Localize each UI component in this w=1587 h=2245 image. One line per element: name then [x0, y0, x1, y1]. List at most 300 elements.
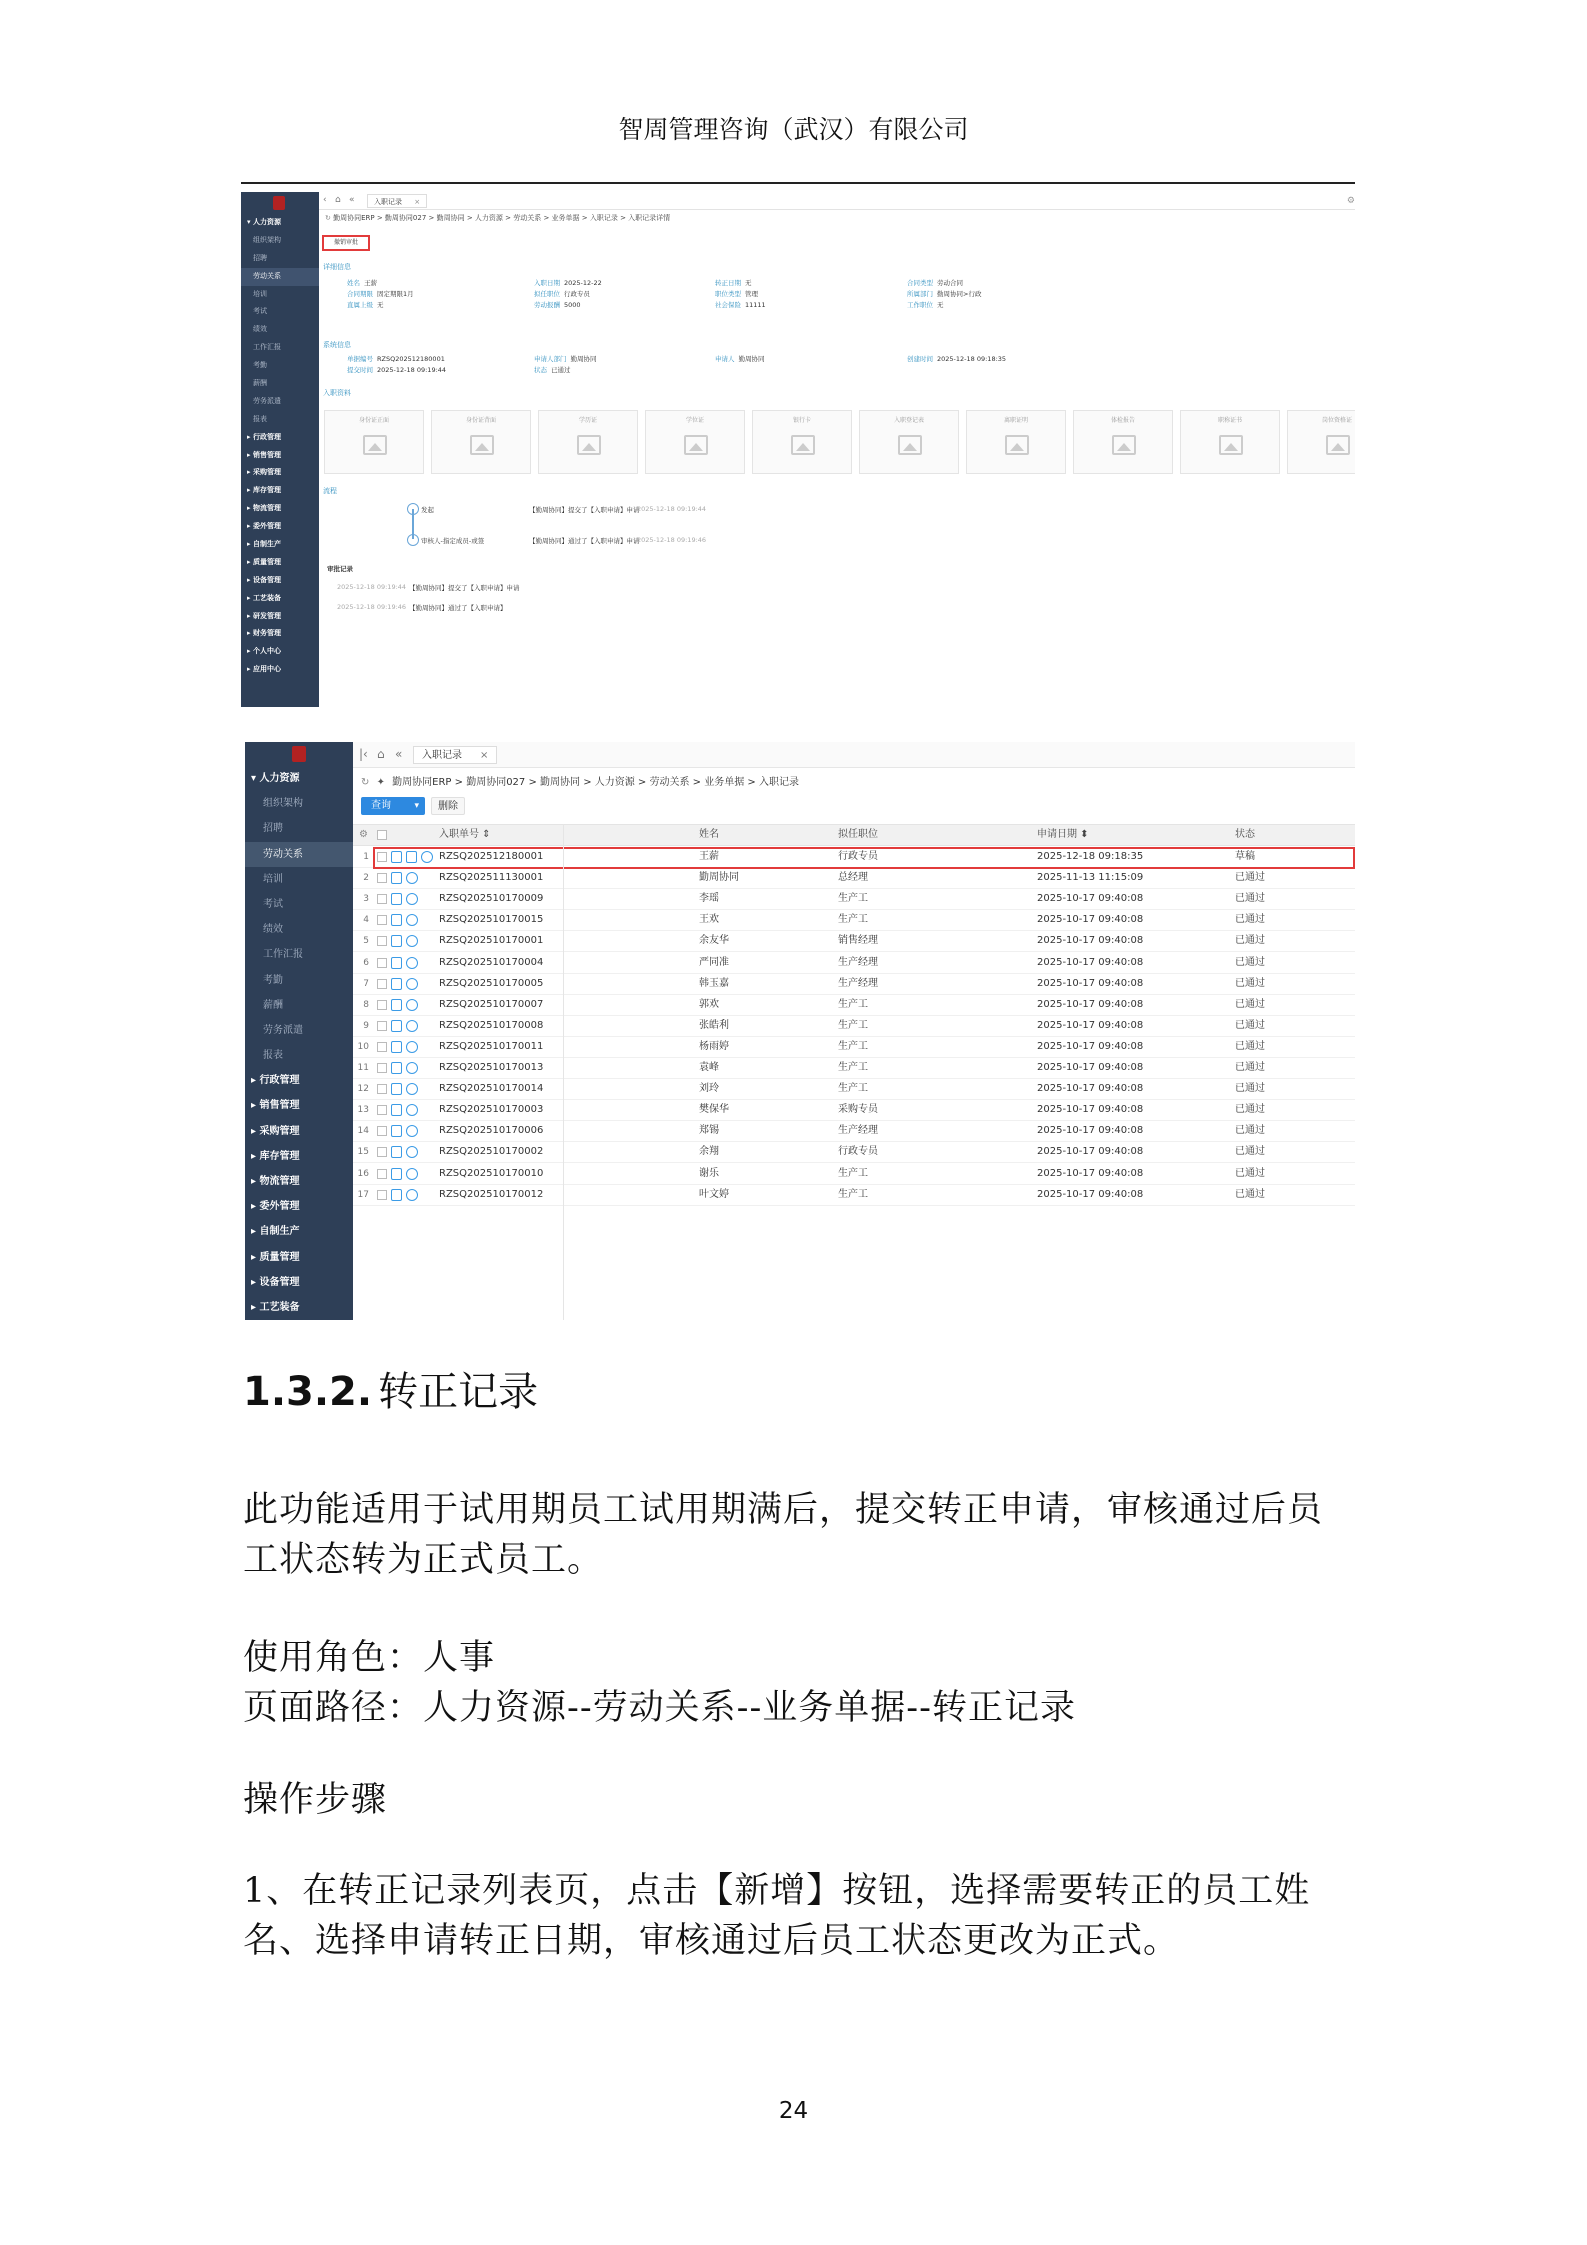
- sidebar-item[interactable]: 考勤: [263, 974, 283, 986]
- table-row[interactable]: [353, 974, 1355, 995]
- attachment-label: 职称证书: [1217, 417, 1242, 424]
- field-value: 勤周协同: [570, 355, 597, 363]
- row-index: 15: [357, 1147, 369, 1158]
- cell-position: 总经理: [838, 872, 868, 884]
- view-icon[interactable]: [391, 1062, 402, 1074]
- row-checkbox[interactable]: [377, 1063, 387, 1073]
- tab-label: 入职记录: [422, 750, 462, 761]
- cell-no: RZSQ202510170004: [439, 956, 544, 968]
- field-value: 固定期限1月: [377, 290, 414, 298]
- home-icon[interactable]: ⌂: [377, 747, 385, 761]
- cell-name: 余翔: [699, 1146, 719, 1158]
- field-key: 提交时间: [347, 366, 373, 374]
- field-value: 2025-12-18 09:19:44: [377, 366, 447, 374]
- print-icon[interactable]: [406, 999, 418, 1011]
- cell-no: RZSQ202510170006: [439, 1125, 544, 1137]
- cell-status: 已通过: [1235, 998, 1265, 1010]
- attachment-label: 体检报告: [1110, 417, 1135, 424]
- sidebar-item[interactable]: 绩效: [263, 924, 283, 936]
- attachment-slot[interactable]: [1180, 410, 1280, 474]
- row-checkbox[interactable]: [377, 1042, 387, 1052]
- path-line: 页面路径：人力资源--劳动关系--业务单据--转正记录: [243, 1688, 1076, 1728]
- field-value: 无: [377, 301, 384, 309]
- cell-position: 生产工: [838, 1062, 868, 1073]
- row-index: 8: [363, 999, 369, 1010]
- field-value: 5000: [564, 301, 581, 309]
- row-checkbox[interactable]: [377, 1000, 387, 1010]
- cell-position: 生产工: [838, 998, 868, 1010]
- cell-date: 2025-10-17 09:40:08: [1037, 998, 1144, 1010]
- home-icon[interactable]: ⌂: [335, 195, 341, 205]
- cell-status: 已通过: [1235, 893, 1265, 905]
- double-chevron-left-icon[interactable]: «: [349, 195, 355, 205]
- cell-no: RZSQ202511130001: [439, 872, 544, 884]
- cell-name: 郑锡: [699, 1125, 719, 1137]
- cell-no: RZSQ202510170012: [439, 1188, 544, 1200]
- attachment-slot[interactable]: [1073, 410, 1173, 474]
- print-icon[interactable]: [406, 1189, 418, 1201]
- detail-field: [534, 278, 602, 287]
- field-key: 状态: [534, 366, 547, 374]
- sidebar-item[interactable]: ▾ 人力资源: [251, 773, 300, 784]
- column-header-date[interactable]: 申请日期 ⬍: [1037, 829, 1089, 840]
- sidebar-item[interactable]: 工作汇报: [263, 949, 303, 961]
- view-icon[interactable]: [391, 957, 402, 969]
- app-logo: [292, 746, 306, 762]
- sidebar-item[interactable]: 组织架构: [253, 235, 281, 244]
- field-value: 无: [745, 279, 752, 287]
- sidebar-item[interactable]: ▸ 自制生产: [251, 1226, 300, 1238]
- cell-date: 2025-10-17 09:40:08: [1037, 1083, 1144, 1095]
- cell-name: 勤周协同: [699, 872, 739, 884]
- print-icon[interactable]: [406, 1083, 418, 1095]
- cell-position: 行政专员: [838, 851, 878, 862]
- detail-field: [907, 300, 944, 309]
- row-index: 14: [357, 1126, 369, 1137]
- sidebar-item[interactable]: ▸ 行政管理: [247, 432, 281, 441]
- attachment-slot[interactable]: [859, 410, 959, 474]
- cell-no: RZSQ202510170011: [439, 1040, 544, 1052]
- page-number: 24: [778, 2098, 809, 2124]
- sidebar-item[interactable]: ▸ 应用中心: [247, 665, 281, 674]
- table-row[interactable]: [353, 1142, 1355, 1163]
- sidebar-item[interactable]: ▸ 财务管理: [247, 629, 281, 638]
- sidebar-item[interactable]: ▸ 自制生产: [247, 540, 281, 549]
- sidebar-nav: [241, 214, 319, 679]
- cell-date: 2025-12-18 09:18:35: [1037, 851, 1144, 862]
- view-icon[interactable]: [391, 1189, 402, 1201]
- cell-name: 王欢: [699, 914, 719, 926]
- image-placeholder-icon: [1112, 435, 1136, 455]
- field-value: 2025-12-22: [564, 279, 602, 287]
- print-icon[interactable]: [406, 1062, 418, 1074]
- view-icon[interactable]: [391, 999, 402, 1011]
- table-row[interactable]: [353, 931, 1355, 952]
- attachment-slot[interactable]: [431, 410, 531, 474]
- attachment-label: 离职证明: [1003, 417, 1028, 424]
- select-all-checkbox[interactable]: [377, 830, 387, 840]
- attachment-slot[interactable]: [645, 410, 745, 474]
- table-row[interactable]: [353, 1121, 1355, 1142]
- field-key: 工作职位: [907, 301, 933, 309]
- cell-position: 生产工: [838, 914, 868, 926]
- cell-name: 严同准: [699, 956, 729, 968]
- tab-bar: [353, 742, 1355, 768]
- column-header-name[interactable]: 姓名: [699, 829, 719, 840]
- cell-status: 已通过: [1235, 1104, 1265, 1116]
- detail-field: [907, 289, 981, 298]
- row-index: 2: [363, 873, 369, 884]
- detail-field: [347, 289, 414, 298]
- column-header-no[interactable]: 入职单号 ⇕: [439, 829, 491, 840]
- view-icon[interactable]: [391, 1125, 402, 1137]
- table-row[interactable]: [353, 889, 1355, 910]
- sidebar-item[interactable]: 薪酬: [253, 379, 267, 388]
- sidebar-item[interactable]: ▸ 行政管理: [251, 1075, 300, 1087]
- system-field: [715, 354, 765, 363]
- sidebar-item[interactable]: 报表: [253, 414, 267, 423]
- cell-status: 已通过: [1235, 1083, 1265, 1095]
- print-icon[interactable]: [406, 914, 418, 926]
- sidebar-item[interactable]: 考试: [263, 898, 283, 910]
- gear-icon[interactable]: ⚙: [359, 829, 368, 840]
- sidebar-item[interactable]: 组织架构: [263, 798, 303, 810]
- section-title-attachments: 入职资料: [323, 389, 351, 397]
- table-row[interactable]: [353, 1100, 1355, 1121]
- flow-node-label: 审核人-指定成员-或签: [421, 537, 485, 545]
- cell-status: 已通过: [1235, 1146, 1265, 1158]
- sidebar-item[interactable]: ▸ 委外管理: [247, 522, 281, 531]
- field-value: 已通过: [551, 366, 571, 374]
- settings-icon[interactable]: ⚙: [1346, 196, 1355, 206]
- field-value: 勤周协同>行政: [937, 290, 982, 298]
- field-value: 管理: [745, 290, 758, 298]
- sidebar-item[interactable]: ▾ 人力资源: [247, 218, 281, 226]
- sidebar-item[interactable]: 报表: [263, 1050, 283, 1062]
- section-heading: [243, 1360, 538, 1417]
- attachment-label: 学历证: [578, 417, 597, 424]
- cell-name: 韩玉嘉: [699, 977, 729, 989]
- cell-date: 2025-10-17 09:40:08: [1037, 1188, 1144, 1200]
- sidebar-item[interactable]: ▸ 库存管理: [247, 486, 281, 495]
- page-header: 智周管理咨询（武汉）有限公司: [618, 115, 969, 144]
- row-checkbox[interactable]: [377, 1190, 387, 1200]
- attachment-slot[interactable]: [1287, 410, 1355, 474]
- sidebar-item[interactable]: 劳务派遣: [253, 396, 281, 405]
- sidebar-item[interactable]: ▸ 设备管理: [247, 575, 281, 584]
- breadcrumb: [361, 773, 799, 788]
- detail-field: [715, 289, 758, 298]
- cell-no: RZSQ202510170010: [439, 1167, 544, 1179]
- image-placeholder-icon: [1326, 435, 1350, 455]
- sidebar-item[interactable]: ▸ 库存管理: [251, 1150, 300, 1162]
- attachment-label: 学位证: [685, 417, 704, 424]
- sidebar-item[interactable]: 劳动关系: [241, 268, 319, 286]
- cell-name: 张皓利: [699, 1019, 729, 1031]
- cell-date: 2025-10-17 09:40:08: [1037, 1125, 1144, 1137]
- cell-name: 袁峰: [699, 1062, 719, 1073]
- cell-status: 已通过: [1235, 956, 1265, 968]
- main-panel: [353, 742, 1355, 1320]
- sidebar-item[interactable]: 劳动关系: [245, 842, 353, 867]
- cell-status: 已通过: [1235, 914, 1265, 926]
- cell-position: 销售经理: [838, 935, 878, 947]
- cell-status: 已通过: [1235, 1167, 1265, 1179]
- cell-position: 生产工: [838, 893, 868, 905]
- cell-date: 2025-10-17 09:40:08: [1037, 893, 1144, 905]
- sidebar-item[interactable]: 劳务派遣: [263, 1024, 303, 1036]
- cell-status: 已通过: [1235, 872, 1265, 884]
- table-row[interactable]: [353, 1037, 1355, 1058]
- cell-position: 生产工: [838, 1083, 868, 1095]
- flow-node-icon: [407, 534, 419, 546]
- field-key: 所属部门: [907, 290, 933, 298]
- row-checkbox[interactable]: [377, 1021, 387, 1031]
- sidebar-item[interactable]: ▸ 委外管理: [251, 1201, 300, 1213]
- cell-no: RZSQ202510170013: [439, 1062, 544, 1073]
- cell-name: 谢乐: [699, 1167, 719, 1179]
- cell-no: RZSQ202510170014: [439, 1083, 544, 1095]
- cell-date: 2025-10-17 09:40:08: [1037, 1104, 1144, 1116]
- field-key: 申请人: [715, 355, 735, 363]
- cell-no: RZSQ202510170008: [439, 1019, 544, 1031]
- double-chevron-left-icon[interactable]: «: [395, 747, 403, 761]
- cell-no: RZSQ202510170002: [439, 1146, 544, 1158]
- table-row[interactable]: [353, 868, 1355, 889]
- audit-text: 【勤周协同】通过了【入职申请】: [409, 604, 507, 612]
- sidebar-item[interactable]: ▸ 物流管理: [251, 1176, 300, 1187]
- close-icon[interactable]: ×: [414, 198, 421, 206]
- field-value: 11111: [745, 301, 766, 309]
- field-value: 勤周协同: [738, 355, 765, 363]
- delete-button[interactable]: 删除: [431, 797, 465, 815]
- close-icon[interactable]: ×: [480, 750, 489, 761]
- cell-name: 刘玲: [699, 1083, 719, 1095]
- row-index: 5: [363, 936, 369, 947]
- highlight-box: [373, 847, 1355, 869]
- sidebar-item[interactable]: ▸ 工艺装备: [247, 593, 281, 602]
- attachment-slot[interactable]: [966, 410, 1066, 474]
- cell-position: 采购专员: [838, 1104, 878, 1116]
- cell-no: RZSQ202510170005: [439, 977, 544, 989]
- cell-name: 郭欢: [699, 998, 719, 1010]
- sidebar-item[interactable]: 考试: [253, 307, 267, 316]
- row-index: 10: [357, 1041, 369, 1052]
- print-icon[interactable]: [406, 1020, 418, 1032]
- pin-icon[interactable]: ✦: [376, 777, 385, 788]
- refresh-icon[interactable]: ↻: [361, 777, 370, 788]
- image-placeholder-icon: [577, 435, 601, 455]
- sidebar-item[interactable]: ▸ 采购管理: [247, 468, 281, 477]
- sidebar-item[interactable]: ▸ 研发管理: [247, 611, 281, 620]
- field-key: 入职日期: [534, 279, 560, 287]
- row-checkbox[interactable]: [377, 1105, 387, 1115]
- row-checkbox[interactable]: [377, 958, 387, 968]
- table-row[interactable]: [353, 1016, 1355, 1037]
- sidebar-item[interactable]: ▸ 质量管理: [251, 1251, 300, 1263]
- view-icon[interactable]: [391, 872, 402, 884]
- field-key: 合同类型: [907, 279, 933, 287]
- system-field: [534, 354, 597, 363]
- detail-field: [347, 300, 384, 309]
- table-row[interactable]: [353, 910, 1355, 931]
- attachment-label: 银行卡: [792, 417, 811, 424]
- sidebar-item[interactable]: ▸ 销售管理: [251, 1100, 300, 1112]
- print-icon[interactable]: [406, 1104, 418, 1116]
- row-checkbox[interactable]: [377, 1084, 387, 1094]
- revoke-approval-button[interactable]: 撤销审批: [322, 235, 370, 251]
- row-checkbox[interactable]: [377, 979, 387, 989]
- breadcrumb-text: 勤周协同ERP > 勤周协同027 > 勤周协同 > 人力资源 > 劳动关系 > 业务单据 > 入职记录: [392, 777, 799, 788]
- sidebar-nav: [245, 766, 353, 1320]
- section-title-detail: 详细信息: [323, 263, 351, 271]
- cell-date: 2025-10-17 09:40:08: [1037, 1062, 1144, 1073]
- cell-name: 叶文婷: [699, 1188, 729, 1200]
- cell-status: 已通过: [1235, 1125, 1265, 1137]
- detail-field: [715, 300, 766, 309]
- print-icon[interactable]: [406, 1125, 418, 1137]
- flow-node-time: 2025-12-18 09:19:44: [637, 505, 707, 513]
- view-icon[interactable]: [391, 978, 402, 990]
- back-icon[interactable]: ‹: [323, 195, 327, 205]
- sidebar-item[interactable]: ▸ 采购管理: [251, 1125, 300, 1137]
- attachment-label: 入职登记表: [893, 417, 924, 424]
- sidebar-item[interactable]: 绩效: [253, 325, 267, 334]
- section-title-audit: 审批记录: [327, 565, 353, 573]
- sidebar-item[interactable]: ▸ 销售管理: [247, 450, 281, 459]
- field-value: 2025-12-18 09:18:35: [937, 355, 1007, 363]
- attachment-slot[interactable]: [538, 410, 638, 474]
- cell-date: 2025-10-17 09:40:08: [1037, 914, 1144, 926]
- refresh-icon[interactable]: ↻: [325, 214, 334, 222]
- back-icon[interactable]: |‹: [359, 747, 368, 761]
- table-row[interactable]: [353, 1185, 1355, 1206]
- view-icon[interactable]: [391, 1146, 402, 1158]
- view-icon[interactable]: [391, 1168, 402, 1180]
- row-checkbox[interactable]: [377, 1169, 387, 1179]
- row-index: 12: [357, 1084, 369, 1095]
- cell-name: 李瑶: [699, 893, 719, 905]
- row-index: 9: [363, 1020, 369, 1031]
- cell-status: 草稿: [1235, 851, 1255, 862]
- image-placeholder-icon: [470, 435, 494, 455]
- print-icon[interactable]: [406, 978, 418, 990]
- sidebar-item[interactable]: ▸ 质量管理: [247, 557, 281, 566]
- table-row[interactable]: [353, 1079, 1355, 1100]
- sidebar-item[interactable]: 招聘: [253, 253, 267, 262]
- system-field: [907, 354, 1006, 363]
- print-icon[interactable]: [406, 893, 418, 905]
- print-icon[interactable]: [406, 1146, 418, 1158]
- cell-no: RZSQ202510170015: [439, 914, 544, 926]
- row-checkbox[interactable]: [377, 915, 387, 925]
- attachment-slot[interactable]: [324, 410, 424, 474]
- tab-entry-record[interactable]: [367, 194, 427, 208]
- sidebar-item[interactable]: 培训: [263, 873, 283, 885]
- row-checkbox[interactable]: [377, 936, 387, 946]
- section-title: 转正记录: [378, 1369, 539, 1415]
- column-header-position[interactable]: 拟任职位: [838, 829, 878, 840]
- cell-status: 已通过: [1235, 1040, 1265, 1052]
- screenshot-entry-list: [241, 742, 1355, 1320]
- field-key: 职位类型: [715, 290, 741, 298]
- sidebar-item[interactable]: 薪酬: [263, 999, 283, 1011]
- cell-status: 已通过: [1235, 1188, 1265, 1200]
- row-checkbox[interactable]: [377, 1126, 387, 1136]
- view-icon[interactable]: [391, 1083, 402, 1095]
- cell-position: 生产工: [838, 1167, 868, 1179]
- cell-date: 2025-10-17 09:40:08: [1037, 977, 1144, 989]
- print-icon[interactable]: [406, 935, 418, 947]
- cell-no: RZSQ202510170003: [439, 1104, 544, 1116]
- column-header-status[interactable]: 状态: [1235, 829, 1255, 840]
- tab-entry-record[interactable]: [413, 746, 497, 764]
- system-field: [534, 365, 571, 374]
- row-checkbox[interactable]: [377, 1147, 387, 1157]
- field-value: 王薪: [364, 279, 377, 287]
- cell-name: 樊保华: [699, 1104, 729, 1116]
- view-icon[interactable]: [391, 935, 402, 947]
- table-row[interactable]: [353, 1058, 1355, 1079]
- cell-position: 生产工: [838, 1188, 868, 1200]
- cell-position: 行政专员: [838, 1146, 878, 1158]
- audit-text: 【勤周协同】提交了【入职申请】申请: [409, 584, 520, 592]
- row-index: 17: [357, 1189, 369, 1200]
- detail-field: [534, 300, 581, 309]
- row-index: 6: [363, 957, 369, 968]
- table-row[interactable]: [353, 953, 1355, 974]
- print-icon[interactable]: [406, 872, 418, 884]
- field-key: 拟任职位: [534, 290, 560, 298]
- header-rule: [241, 182, 1355, 184]
- sidebar-item[interactable]: ▸ 个人中心: [247, 647, 281, 656]
- section-title-system: 系统信息: [323, 341, 351, 349]
- attachment-slot[interactable]: [752, 410, 852, 474]
- sidebar-item[interactable]: ▸ 设备管理: [251, 1276, 300, 1288]
- field-key: 合同期限: [347, 290, 373, 298]
- sidebar-item[interactable]: 工作汇报: [253, 343, 281, 352]
- detail-field: [715, 278, 752, 287]
- image-placeholder-icon: [363, 435, 387, 455]
- view-icon[interactable]: [391, 1020, 402, 1032]
- view-icon[interactable]: [391, 914, 402, 926]
- steps-title: 操作步骤: [243, 1780, 388, 1820]
- print-icon[interactable]: [406, 1168, 418, 1180]
- cell-status: 已通过: [1235, 977, 1265, 989]
- table-row[interactable]: [353, 1164, 1355, 1185]
- sidebar-item[interactable]: 考勤: [253, 361, 267, 370]
- query-button[interactable]: 查询 ▾: [361, 797, 425, 815]
- print-icon[interactable]: [406, 957, 418, 969]
- cell-date: 2025-10-17 09:40:08: [1037, 956, 1144, 968]
- print-icon[interactable]: [406, 1041, 418, 1053]
- sidebar-item[interactable]: ▸ 物流管理: [247, 504, 281, 513]
- sidebar-item[interactable]: 培训: [253, 289, 267, 298]
- view-icon[interactable]: [391, 1041, 402, 1053]
- table-row[interactable]: [353, 995, 1355, 1016]
- field-value: RZSQ202512180001: [377, 355, 445, 363]
- cell-date: 2025-10-17 09:40:08: [1037, 935, 1144, 947]
- sidebar-item[interactable]: ▸ 工艺装备: [251, 1301, 300, 1313]
- detail-field: [907, 278, 963, 287]
- field-key: 直属上级: [347, 301, 373, 309]
- sidebar-item[interactable]: 招聘: [263, 823, 283, 835]
- view-icon[interactable]: [391, 1104, 402, 1116]
- view-icon[interactable]: [391, 893, 402, 905]
- row-checkbox[interactable]: [377, 894, 387, 904]
- row-checkbox[interactable]: [377, 873, 387, 883]
- flow-node-label: 发起: [421, 506, 434, 514]
